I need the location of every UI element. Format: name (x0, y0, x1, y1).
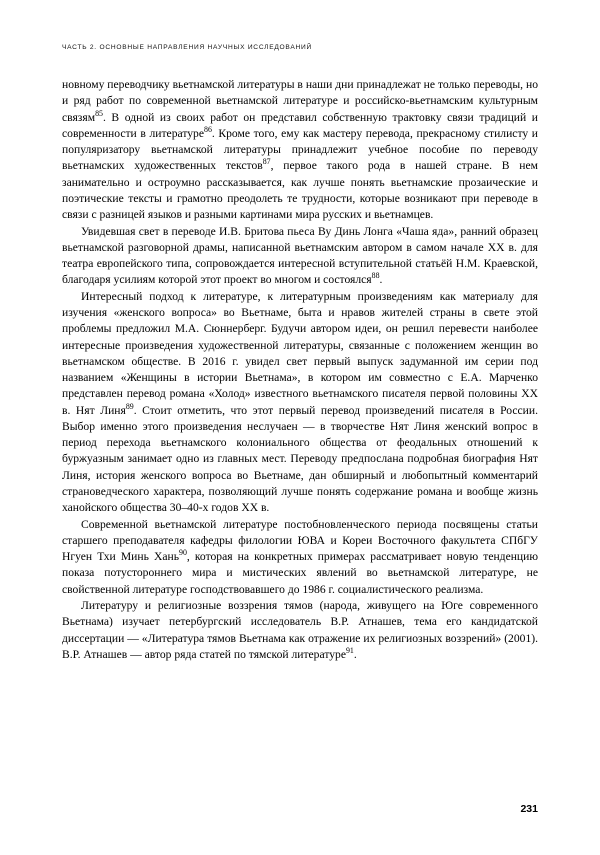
footnote-marker: 91 (345, 645, 354, 655)
body-text (62, 77, 538, 663)
paragraph: Современной вьетнамской литературе постобновленческого периода посвящены статьи старшего преподавателя кафедры филологии ЮВА и Кореи Восточного факультета СПбГУ Нгуен Тхи Минь Хань$^{90}$, которая на конкретных примерах рассматривает новую тенденцию показа потустороннего мира и мистических явлений во вьетнамской литературе, не свойственной литературе господствовавшего до 1986 г. социалистического реализма. (62, 517, 539, 596)
paragraph: Интересный подход к литературе, к литературным произведениям как материалу для изучения «женского вопроса» во Вьетнаме, быта и нравов жителей страны в свете этой проблемы предложил М.А. Сюннерберг. Будучи автором идеи, он решил перевести наиболее интересные произведения художественной литературы, связанные с положением женщин во вьетнамском обществе. В 2016 г. увидел свет первый выпуск задуманной им серии под названием «Женщины в истории Вьетнама», в котором им совместно с Е.А. Марченко представлен перевод романа «Холод» известного вьетнамского писателя первой половины XX в. Нят Линя$^{89}$. Стоит отметить, что этот первый перевод произведений писателя в России. Выбор именно этого произведения неслучаен — в творчестве Нят Линя женский вопрос в период перехода вьетнамского колониального общества от феодальных отношений к буржуазным занимает одно из главных мест. Переводу предпослана подробная биография Нят Линя, история женского вопроса во Вьетнаме, дан обширный и любопытный комментарий страноведческого характера, позволяющий лучше понять содержание романа и вообще жизнь ханойского общества 30–40-х годов XX в. (62, 289, 538, 515)
footnote-marker: 90 (179, 548, 187, 558)
paragraph: новному переводчику вьетнамской литературы в наши дни принадлежат не только переводы, но и ряд работ по современной вьетнамской литературе и российско-вьетнамским культурным связям$^{85}$. В одной из своих работ он представил собственную трактовку связи традиций и современности в литературе$^{86}$. Кроме того, ему как мастеру перевода, прекрасному стилисту и популяризатору вьетнамской литературы принадлежит учебное пособие по переводу вьетнамских художественных текстов$^{87}$, первое такого рода в нашей стране. В нем занимательно и остроумно рассказывается, как лучше понять вьетнамские прозаические и поэтические тексты и грамотно преодолеть те трудности, которые возникают при переводе в связи с разницей языков и разными картинами мира русских и вьетнамцев. (62, 78, 538, 222)
footnote-marker: 87 (262, 157, 271, 167)
footnote-marker: 85 (95, 108, 103, 118)
paragraph: Литературу и религиозные воззрения тямов (народа, живущего на Юге современного Вьетнама) изучает петербургский исследователь В.Р. Атнашев, тема его кандидатской диссертации — «Литература тямов Вьетнама как отражение их религиозных воззрений» (2001). В.Р. Атнашев — автор ряда статей по тямской литературе$^{91}$. (62, 599, 538, 661)
page-number: 231 (520, 803, 538, 815)
footnote-marker: 86 (204, 124, 212, 134)
paragraph: Увидевшая свет в переводе И.В. Бритова пьеса Ву Динь Лонга «Чаша яда», ранний образец вьетнамской разговорной драмы, написанной вьетнамским автором в самом начале XX в. для театра европейского типа, сопровождается интересной вступительной статьёй Н.М. Краевской, благодаря усилиям которой этот проект во многом и состоялся$^{88}$. (62, 224, 538, 287)
footnote-marker: 88 (371, 271, 380, 281)
running-head: ЧАСТЬ 2. ОСНОВНЫЕ НАПРАВЛЕНИЯ НАУЧНЫХ ИССЛЕДОВАНИЙ (62, 44, 313, 51)
footnote-marker: 89 (125, 401, 134, 411)
